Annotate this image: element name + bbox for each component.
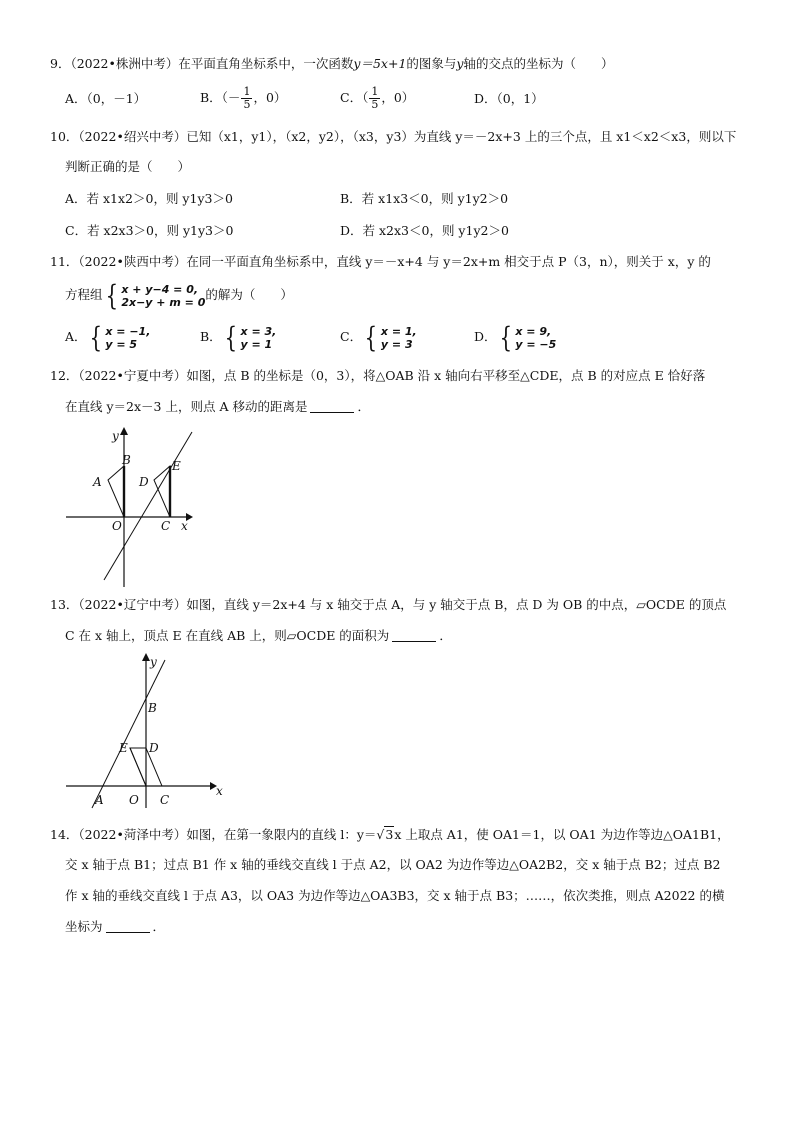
q9-option-c-den: 5 bbox=[371, 98, 379, 111]
q11-option-b: B． { x = 3, y = 1 bbox=[200, 320, 277, 354]
q11-option-c-eq2: y = 3 bbox=[380, 337, 413, 351]
q11-number: 11． bbox=[50, 254, 79, 269]
q9-option-a: A．（0，－1） bbox=[65, 91, 147, 106]
q14-text1-pre: 如图，在第一象限内的直线 l：y＝ bbox=[186, 827, 377, 842]
q11-option-b-eq2: y = 1 bbox=[240, 337, 273, 351]
q13-number: 13． bbox=[50, 597, 79, 612]
q13-text2: C 在 x 轴上，顶点 E 在直线 AB 上，则▱OCDE 的面积为 bbox=[65, 628, 390, 643]
q9-option-b-pre: B．（－ bbox=[200, 90, 241, 105]
q12-text2-post: ． bbox=[357, 399, 370, 414]
q11-option-c-eq1: x = 1, bbox=[380, 324, 417, 338]
q11-eq2: 2x−y + m = 0 bbox=[121, 295, 206, 309]
q13-text2-post: ． bbox=[439, 628, 452, 643]
q13-figure bbox=[62, 650, 232, 810]
q11-stem-line2 bbox=[65, 280, 293, 310]
q9-option-c bbox=[340, 86, 414, 111]
q9-source: （2022•株洲中考） bbox=[70, 56, 179, 71]
q9-option-b-post: ，0） bbox=[253, 90, 287, 105]
q13-label-d: D bbox=[149, 741, 159, 755]
q12-stem-line1 bbox=[50, 367, 705, 385]
q13-label-o: O bbox=[129, 793, 139, 807]
q9-function: y＝5x+1 bbox=[353, 56, 407, 71]
q13-label-e: E bbox=[119, 741, 128, 755]
q9-option-c-fraction bbox=[369, 86, 380, 111]
q9-option-c-num: 1 bbox=[371, 85, 379, 98]
q14-stem-line4 bbox=[65, 918, 165, 936]
q11-option-a-eq1: x = −1, bbox=[105, 324, 151, 338]
q10-source: （2022•绍兴中考） bbox=[78, 129, 187, 144]
q13-text: 如图，直线 y＝2x+4 与 x 轴交于点 A，与 y 轴交于点 B，点 D 为 OB 的中点，▱OCDE 的顶点 bbox=[186, 597, 727, 612]
q13-stem-line1 bbox=[50, 596, 726, 614]
q12-label-o: O bbox=[112, 519, 122, 533]
q11-equation-system: { x + y−4 = 0, 2x−y + m = 0 bbox=[105, 278, 206, 312]
q11-option-d-eq2: y = −5 bbox=[515, 337, 557, 351]
q9-text: 在平面直角坐标系中，一次函数 bbox=[178, 56, 354, 71]
q10-stem-line1 bbox=[50, 128, 736, 146]
q11-option-c: C． { x = 1, y = 3 bbox=[340, 320, 417, 354]
q13-label-b: B bbox=[148, 701, 157, 715]
q12-label-a: A bbox=[93, 475, 102, 489]
q14-stem-line3: 作 x 轴的垂线交直线 l 于点 A3，以 OA3 为边作等边△OA3B3，交 x 轴于点 B3；……，依次类推，则点 A2022 的横 bbox=[65, 888, 725, 903]
q10-option-d: D．若 x2x3＜0，则 y1y2＞0 bbox=[340, 223, 509, 238]
q9-option-b-den: 5 bbox=[243, 98, 251, 111]
q9-option-c-post: ，0） bbox=[381, 90, 415, 105]
q14-text4-post: ． bbox=[152, 919, 166, 934]
q13-source: （2022•辽宁中考） bbox=[78, 597, 187, 612]
q10-text: 已知（x1，y1），（x2，y2），（x3，y3）为直线 y＝－2x+3 上的三个点，且 x1＜x2＜x3，则以下 bbox=[186, 129, 737, 144]
q11-option-b-label: B． bbox=[200, 329, 222, 344]
q9-option-b-fraction bbox=[241, 86, 252, 111]
q11-option-a-eq2: y = 5 bbox=[105, 337, 138, 351]
q12-label-e: E bbox=[172, 459, 181, 473]
q11-text2-pre: 方程组 bbox=[65, 287, 103, 302]
q12-triangle-oab bbox=[108, 466, 124, 517]
q10-stem-line2: 判断正确的是（ ） bbox=[65, 159, 191, 174]
q11-text2-post: 的解为（ ） bbox=[205, 287, 293, 302]
q14-number: 14． bbox=[50, 827, 79, 842]
q13-y-arrow bbox=[142, 653, 150, 661]
q9-option-d: D．（0，1） bbox=[474, 91, 544, 106]
q9-stem bbox=[50, 55, 614, 73]
q12-number: 12． bbox=[50, 368, 79, 383]
q11-option-a-label: A． bbox=[65, 329, 87, 344]
q13-stem-line2 bbox=[65, 627, 452, 645]
q11-option-b-eq1: x = 3, bbox=[240, 324, 277, 338]
q12-answer-blank[interactable] bbox=[310, 400, 354, 413]
q12-y-arrow bbox=[120, 427, 128, 435]
q11-option-d: D． { x = 9, y = −5 bbox=[474, 320, 557, 354]
q10-number: 10． bbox=[50, 129, 79, 144]
q9-option-b bbox=[200, 86, 286, 111]
q13-label-c: C bbox=[160, 793, 170, 807]
q12-figure bbox=[60, 422, 210, 587]
q12-line bbox=[104, 432, 192, 580]
q10-option-c: C．若 x2x3＞0，则 y1y3＞0 bbox=[65, 223, 234, 238]
q12-text2: 在直线 y＝2x－3 上，则点 A 移动的距离是 bbox=[65, 399, 308, 414]
q11-option-d-eq1: x = 9, bbox=[515, 324, 552, 338]
q11-option-a: A． { x = −1, y = 5 bbox=[65, 320, 151, 354]
q9-text2: 的图象与 bbox=[406, 56, 457, 71]
q12-label-c: C bbox=[161, 519, 171, 533]
q13-label-x: x bbox=[216, 784, 223, 798]
q13-answer-blank[interactable] bbox=[392, 629, 436, 642]
q13-label-a: A bbox=[95, 793, 104, 807]
q14-text1-post: x 上取点 A1，使 OA1＝1，以 OA1 为边作等边△OA1B1， bbox=[394, 827, 730, 842]
q12-label-y: y bbox=[112, 429, 119, 443]
q11-option-d-label: D． bbox=[474, 329, 497, 344]
q14-source: （2022•菏泽中考） bbox=[78, 827, 187, 842]
q12-label-b: B bbox=[122, 453, 131, 467]
q11-source: （2022•陕西中考） bbox=[78, 254, 187, 269]
q9-number: 9． bbox=[50, 56, 71, 71]
q11-option-c-label: C． bbox=[340, 329, 363, 344]
q9-option-b-num: 1 bbox=[243, 85, 251, 98]
q9-option-c-pre: C．（ bbox=[340, 90, 369, 105]
q11-eq1: x + y−4 = 0, bbox=[121, 282, 199, 296]
q12-source: （2022•宁夏中考） bbox=[78, 368, 187, 383]
q9-text3: 轴的交点的坐标为（ ） bbox=[463, 56, 614, 71]
q12-label-d: D bbox=[139, 475, 149, 489]
q10-option-b: B．若 x1x3＜0，则 y1y2＞0 bbox=[340, 191, 509, 206]
q11-stem-line1 bbox=[50, 253, 711, 271]
q13-label-y: y bbox=[150, 655, 157, 669]
q14-sqrt: 3 bbox=[385, 827, 394, 842]
q14-stem-line1: 14．（2022•菏泽中考）如图，在第一象限内的直线 l：y＝√3x 上取点 A1，使 OA1＝1，以 OA1 为边作等边△OA1B1， bbox=[50, 827, 730, 842]
q12-text: 如图，点 B 的坐标是（0，3），将△OAB 沿 x 轴向右平移至△CDE，点 B 的对应点 E 恰好落 bbox=[186, 368, 706, 383]
q9-yvar: y bbox=[456, 56, 464, 71]
q12-stem-line2 bbox=[65, 398, 370, 416]
q10-option-a: A．若 x1x2＞0，则 y1y3＞0 bbox=[65, 191, 233, 206]
q14-answer-blank[interactable] bbox=[106, 920, 150, 933]
q14-text4: 坐标为 bbox=[65, 919, 103, 934]
q14-stem-line2: 交 x 轴于点 B1；过点 B1 作 x 轴的垂线交直线 l 于点 A2，以 OA2 为边作等边△OA2B2，交 x 轴于点 B2；过点 B2 bbox=[65, 857, 721, 872]
q12-label-x: x bbox=[181, 519, 188, 533]
q11-text: 在同一平面直角坐标系中，直线 y＝－x+4 与 y＝2x+m 相交于点 P（3，n），则关于 x，y 的 bbox=[186, 254, 711, 269]
